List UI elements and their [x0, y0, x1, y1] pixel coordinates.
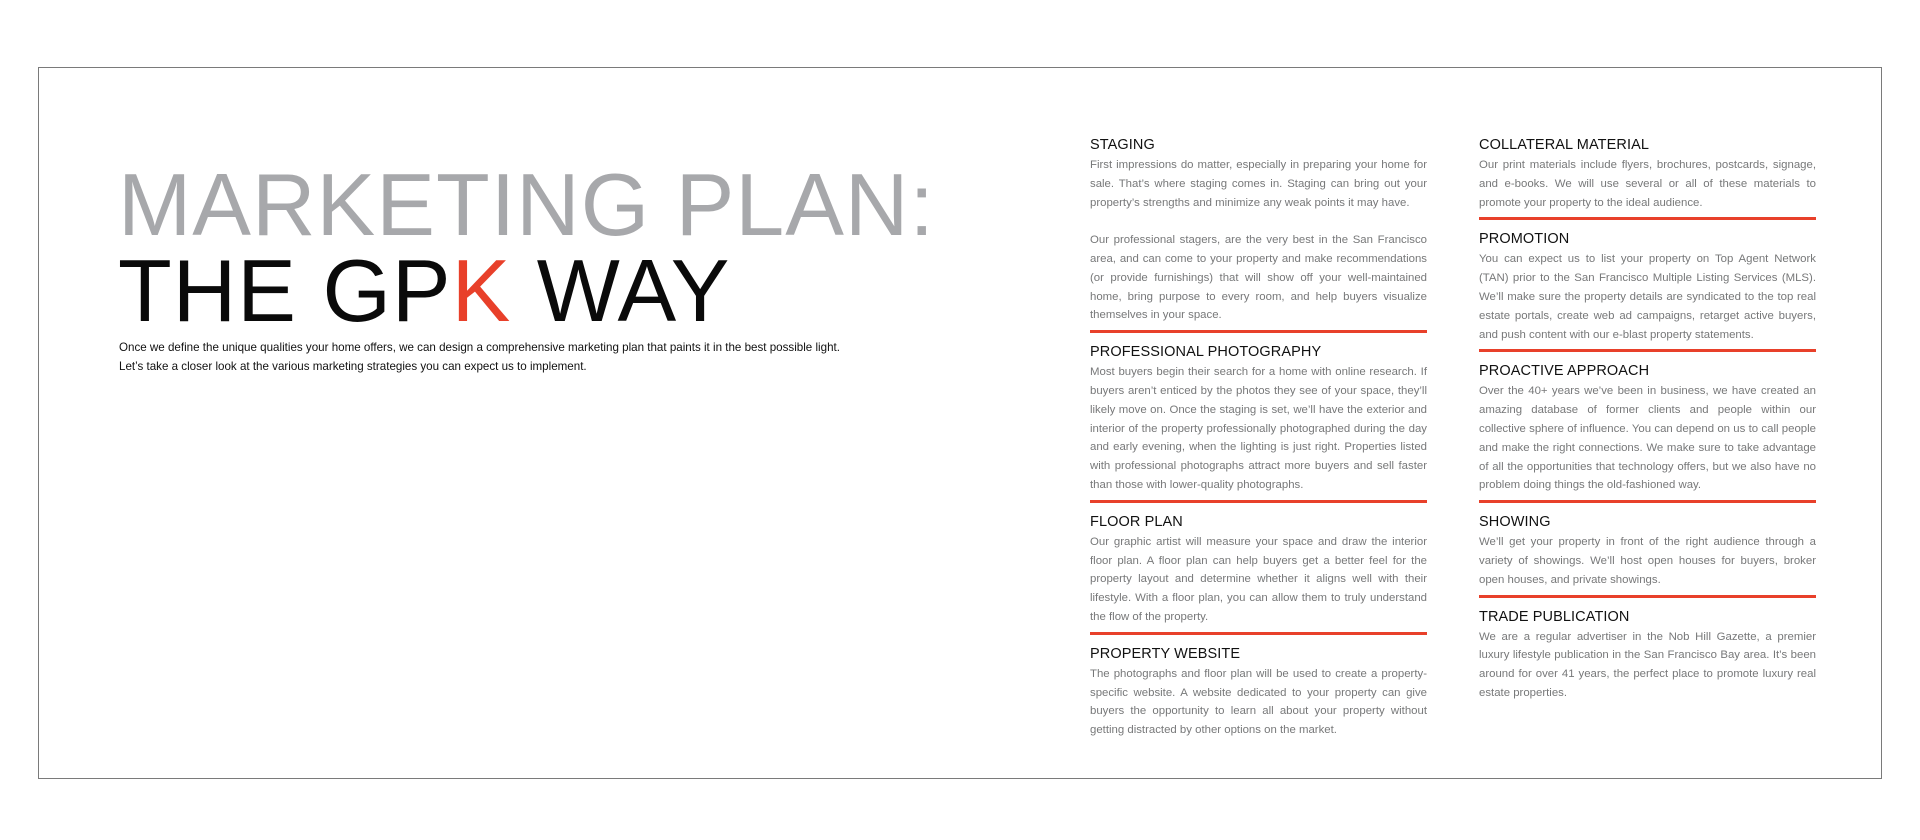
section-floor-plan	[1090, 513, 1427, 635]
section-heading: PROACTIVE APPROACH	[1479, 363, 1650, 380]
section-paragraph: Our professional stagers, are the very best in the San Francisco area, and can come to your property and make recommendations (or provide furnishings) that will show off your well-maintained home, bring purpose to every room, and help buyers visualize themselves in your space.	[1090, 234, 1427, 322]
section-heading: PROPERTY WEBSITE	[1090, 645, 1241, 662]
left-column	[1090, 136, 1427, 740]
section-heading: PROMOTION	[1479, 231, 1570, 248]
section-heading: STAGING	[1090, 137, 1155, 153]
section-divider	[1090, 632, 1427, 635]
title-line-1: MARKETING PLAN:	[118, 155, 935, 254]
section-proactive-approach	[1479, 362, 1816, 503]
section-divider	[1479, 595, 1816, 598]
section-heading: COLLATERAL MATERIAL	[1479, 137, 1650, 153]
intro-line-1: Once we define the unique qualities your home offers, we can design a comprehensive marketing plan that paints it in the best possible light.	[119, 341, 840, 354]
section-promotion	[1479, 230, 1816, 352]
section-trade-publication	[1479, 608, 1816, 703]
section-property-website	[1090, 645, 1427, 740]
title-line-2	[118, 241, 938, 340]
intro-line-2: Let’s take a closer look at the various marketing strategies you can expect us to implement.	[119, 360, 587, 373]
title-line-2-prefix: THE GP	[118, 241, 452, 340]
section-staging	[1090, 136, 1427, 333]
section-divider	[1479, 217, 1816, 220]
section-divider	[1479, 500, 1816, 503]
section-paragraph: First impressions do matter, especially in preparing your home for sale. That’s where staging comes in. Staging can bring out your property’s strengths and minimize any weak points it may have.	[1090, 159, 1427, 209]
section-paragraph: The photographs and floor plan will be used to create a property-specific website. A website dedicated to your property can give buyers the opportunity to learn all about your property without getting distracted by other options on the market.	[1090, 667, 1427, 737]
section-paragraph: We’ll get your property in front of the right audience through a variety of showings. We’ll host open houses for buyers, broker open houses, and private showings.	[1479, 536, 1816, 586]
section-paragraph: Over the 40+ years we’ve been in business, we have created an amazing database of former clients and people within our collective sphere of influence. You can depend on us to call people and make the right connections. We make sure to take advantage of all the opportunities that technology offers, but we also have no problem doing things the old-fashioned way.	[1479, 385, 1816, 492]
section-paragraph: We are a regular advertiser in the Nob Hill Gazette, a premier luxury lifestyle publication in the San Francisco Bay area. It’s been around for over 41 years, the perfect place to promote luxury real estate properties.	[1479, 630, 1816, 699]
section-professional-photography	[1090, 343, 1427, 503]
right-column	[1479, 136, 1816, 703]
section-paragraph: Most buyers begin their search for a home with online research. If buyers aren’t enticed by the photos they see of your space, they’ll likely move on. Once the staging is set, we’ll have the exterior and interior of the property professionally photographed during the day and early evening, when the lighting is just right. Properties listed with professional photographs attract more buyers and sell faster than those with lower-quality photographs.	[1090, 366, 1427, 491]
section-heading: FLOOR PLAN	[1090, 513, 1183, 530]
section-heading: TRADE PUBLICATION	[1479, 608, 1630, 625]
section-divider	[1090, 500, 1427, 503]
intro-text	[119, 338, 879, 376]
section-collateral-material	[1479, 136, 1816, 220]
section-divider	[1090, 330, 1427, 333]
title-accent-letter: K	[451, 241, 512, 340]
section-paragraph: Our graphic artist will measure your space and draw the interior floor plan. A floor plan can help buyers get a better feel for the property layout and determine whether it aligns well with their lifestyle. With a floor plan, you can allow them to truly understand the flow of the property.	[1090, 535, 1427, 623]
section-showing	[1479, 513, 1816, 597]
title-block	[118, 155, 938, 340]
section-paragraph: Our print materials include flyers, brochures, postcards, signage, and e-books. We will use several or all of these materials to promote your property to the ideal audience.	[1479, 159, 1816, 209]
section-paragraph: You can expect us to list your property on Top Agent Network (TAN) prior to the San Francisco Multiple Listing Services (MLS). We’ll make sure the property details are syndicated to the top real estate portals, create web ad campaigns, retarget active buyers, and push content with our e-blast property statements.	[1479, 253, 1816, 341]
section-divider	[1479, 349, 1816, 352]
title-line-2-suffix: WAY	[511, 241, 731, 340]
section-heading: SHOWING	[1479, 514, 1551, 531]
section-heading: PROFESSIONAL PHOTOGRAPHY	[1090, 344, 1322, 361]
